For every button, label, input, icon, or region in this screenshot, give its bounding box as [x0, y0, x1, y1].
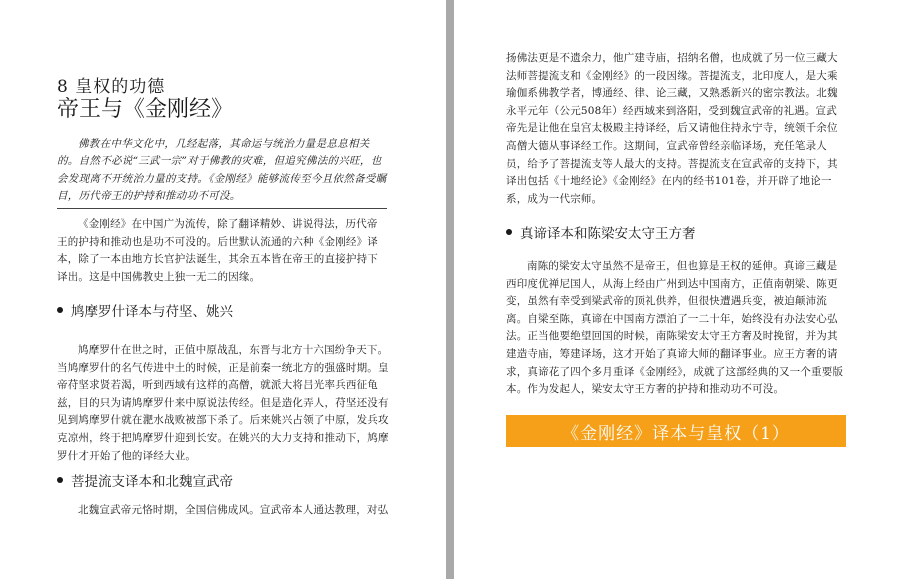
section-heading	[506, 222, 696, 242]
left-page	[0, 0, 446, 579]
section-heading-text: 菩提流支译本和北魏宣武帝	[71, 474, 233, 490]
section-banner: 《金刚经》译本与皇权（1）	[506, 415, 846, 447]
section-heading-text: 真谛译本和陈梁安太守王方奢	[520, 226, 696, 242]
body-paragraph: 《金刚经》在中国广为流传，除了翻译精妙、讲说得法，历代帝王的护持和推动也是功不可没的。后世默认流通的六种《金刚经》译本，除了一本由地方长官护法诞生，其余五本皆在帝王的直接护持下译出。这是中国佛教史上独一无二的因缘。	[57, 218, 378, 283]
bullet-icon	[57, 307, 63, 313]
body-paragraph: 扬佛法更是不遗余力，他广建寺庙，招纳名僧，也成就了另一位三藏大法师菩提流支和《金刚经》的一段因缘。菩提流支，北印度人，是大乘瑜伽系佛教学者，博通经、律、论三藏，又熟悉新兴的密宗教法。北魏永平元年（公元508年）经西域来到洛阳，受到魏宣武帝的礼遇。宣武帝先是让他在皇宫太极殿主持译经，后又请他住持永宁寺，统领千余位高僧大德从事译经工作。这期间，宣武帝曾经亲临译场，充任笔录人员，给予了菩提流支等人最大的支持。菩提流支在宣武帝的支持下，其译出包括《十地经论》《金刚经》在内的经书101卷，并开辟了地论一系，成为一代宗师。	[506, 52, 838, 205]
section-heading-text: 鸠摩罗什译本与苻坚、姚兴	[71, 304, 233, 320]
body-paragraph: 南陈的梁安太守虽然不是帝王，但也算是王权的延伸。真谛三藏是西印度优禅尼国人，从海上经由广州到达中国南方，正值南朝梁、陈更变，虽然有幸受到梁武帝的顶礼供养，但很快遭遇兵变，被迫颠沛流离。自梁至陈，真谛在中国南方漂泊了一二十年，始终没有办法安心弘法。正当他要绝望回国的时候，南陈梁安太守王方奢及时挽留，并为其建造寺庙，筹建译场，这才开始了真谛大师的翻译事业。应王方奢的请求，真谛花了四个多月重译《金刚经》，成就了这部经典的又一个重要版本。作为发起人，梁安太守王方奢的护持和推动功不可没。	[506, 260, 844, 396]
body-paragraph: 鸠摩罗什在世之时，正值中原战乱，东晋与北方十六国纷争天下。当鸠摩罗什的名气传进中土的时候，正是前秦一统北方的强盛时期。皇帝苻坚求贤若渴，听到西域有这样的高僧，就派大将吕光率兵西征龟兹，目的只为请鸠摩罗什来中原说法传经。但是造化弄人，苻坚还没有见到鸠摩罗什就在淝水战败被部下杀了。后来姚兴占领了中原，发兵攻克凉州，终于把鸠摩罗什迎到长安。在姚兴的大力支持和推动下，鸠摩罗什才开始了他的译经大业。	[57, 344, 389, 462]
section-heading	[57, 300, 233, 320]
intro-paragraph: 佛教在中华文化中，几经起落，其命运与统治力量是息息相关的。自然不必说“三武一宗”对于佛教的灾难，但追究佛法的兴旺，也会发现离不开统治力量的支持。《金刚经》能够流传至今且依然备受瞩目，历代帝王的护持和推动功不可没。	[57, 138, 387, 203]
bullet-icon	[57, 477, 63, 483]
section-heading	[57, 470, 233, 490]
divider	[57, 208, 387, 209]
body-paragraph: 北魏宣武帝元恪时期，全国信佛成风。宣武帝本人通达教理，对弘	[78, 504, 389, 516]
bullet-icon	[506, 229, 512, 235]
chapter-label: 8 皇权的功德	[57, 77, 166, 97]
page-title: 帝王与《金刚经》	[57, 97, 234, 122]
right-page	[454, 0, 900, 579]
